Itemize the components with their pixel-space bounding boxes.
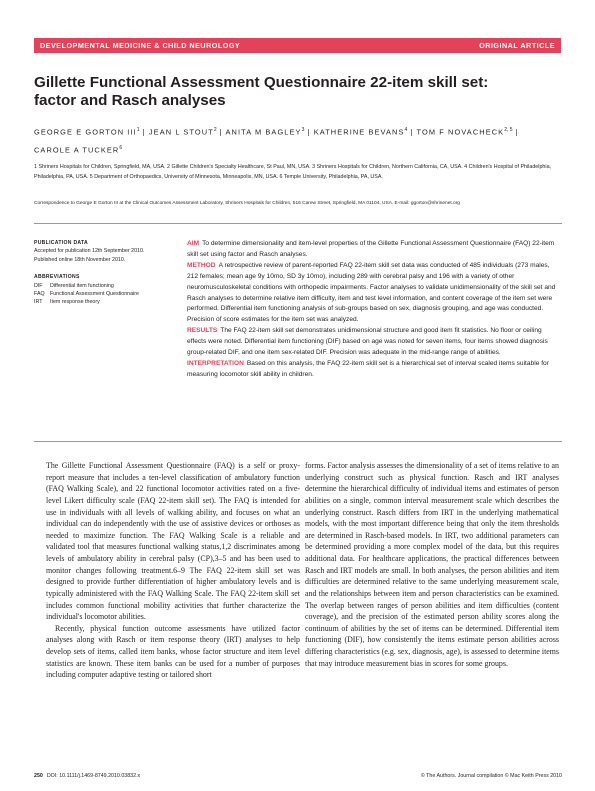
article-title (34, 74, 554, 109)
body-paragraph: The Gillette Functional Assessment Questionnaire (FAQ) is a self or proxy-report measure that includes a ten-level classification of ambulatory function (FAQ Walking Scale), and 22 functional locomotor activities rated on a five-level Likert difficulty scale (FAQ 22-item skill set). The FAQ is intended for use in individuals with all levels of walking ability, and focuses on what an individual can do independently with the use of assistive devices or orthoses as needed to maximize function. The FAQ Walking Scale is a reliable and validated tool that measures functional walking status,1,2 discriminates among levels of ambulatory ability in cerebral palsy (CP),3–5 and has been used to monitor changes following treatment.6–9 The FAQ 22-item skill set was designed to provide further differentiation of higher ambulatory levels and is typically administered with the FAQ Walking Scale. The FAQ 22-item skill set includes common functional mobility activities that further characterize the individual's locomotor abilities. (46, 461, 300, 622)
author-list: GEORGE E GORTON III$^1$ | JEAN L STOUT$^2$ | ANITA M BAGLEY$^3$ | KATHERINE BEVANS$^4$ | TOM F NOVACHECK$^{2, 5}$ | CAROLE A TUCKER$^6$ (34, 127, 519, 155)
body-column-left (46, 460, 300, 681)
author-affil-marker: 3 (301, 127, 305, 133)
abstract-method (187, 261, 562, 326)
page-number: 250 (34, 773, 43, 779)
abbreviations-heading: ABBREVIATIONS (34, 274, 80, 281)
method-label: METHOD (187, 261, 216, 269)
abbreviation-key: DIF (34, 282, 43, 289)
author-affil-marker: 4 (404, 127, 408, 133)
author-name: CAROLE A TUCKER (34, 145, 120, 155)
publication-data-heading: PUBLICATION DATA (34, 240, 89, 246)
sidebar (34, 239, 174, 316)
author-name: KATHERINE BEVANS (313, 127, 405, 137)
abbreviation-key: IRT (34, 299, 43, 306)
abbreviations (34, 273, 174, 307)
results-text: The FAQ 22-item skill set demonstrates unidimensional structure and good item fit statistics. No floor or ceiling effects were noted. Differential item functioning (DIF) based on age was noted for seven items, four items showed diagnosis group-related DIF, and one item sex-related DIF. Precision was adequate in the mid-range range of abilities. (187, 327, 548, 357)
title-line-2: factor and Rasch analyses (34, 91, 226, 109)
footer-left (34, 773, 140, 779)
journal-banner (34, 38, 561, 53)
copyright: © The Authors. Journal compilation © Mac Keith Press 2010 (420, 773, 562, 779)
abstract-aim (187, 239, 562, 261)
header-divider (34, 223, 562, 224)
aim-label: AIM (187, 240, 200, 247)
published-date: Published online 18th November 2010. (34, 256, 126, 263)
abbreviation-key: FAQ (34, 291, 45, 298)
affiliations: 1 Shriners Hospitals for Children, Springfield, MA, USA. 2 Gillette Children's Specialty Healthcare, St Paul, MN, USA. 3 Shriners Hospitals for Children, Northern California, CA, USA. 4 Children's Hospital of Philadelphia, Philadelphia, PA, USA. 5 Department of Orthopaedics, University of Minnesota, Minneapolis, MN, USA. 6 Temple University, Philadelphia, PA, USA. (34, 164, 552, 180)
aim-text: To determine dimensionality and item-level properties of the Gillette Functional Assessment Questionnaire (FAQ) 22-item skill set using factor and Rasch analyses. (187, 240, 555, 258)
interpretation-label: INTERPRETATION (187, 359, 244, 367)
abbreviation-row (34, 298, 174, 306)
author-name: ANITA M BAGLEY (225, 127, 302, 137)
author-name: TOM F NOVACHECK (416, 127, 505, 137)
body-paragraph: forms. Factor analysis assesses the dimensionality of a set of items relative to an underlying construct such as physical function. Rasch and IRT analyses determine the hierarchical difficulty of individual items and estimates of person abilities on a single, common interval measurement scale which describes the underlying construct. Rasch differs from IRT in the underlying mathematical models, with the most important difference being that only the item thresholds are determined in Rasch-based models. In IRT, two additional parameters can be determined providing a more complex model of the data, but this requires additional data. For healthcare applications, the practical differences between Rasch and IRT models are small. In both analyses, the person abilities and item difficulties are determined relative to the same underlying measurement scale, and the relationships between item and person characteristics can be examined. The overlap between ranges of person abilities and item difficulties (content coverage), and the precision of the estimated person ability scores along the continuum of abilities by the set of items can be determined. Differential item functioning (DIF), how consistently the items estimate person abilities across differing characteristics (e.g. sex, diagnosis, age), is assessed to determine items that may introduce measurement bias in scores for some groups. (305, 461, 559, 668)
abbreviation-value: Item response theory (50, 299, 100, 306)
author-affil-marker: 2 (213, 127, 217, 133)
author-affil-marker: 2, 5 (504, 127, 513, 133)
article-type: ORIGINAL ARTICLE (479, 41, 555, 50)
abstract (187, 239, 562, 381)
abstract-interpretation (187, 359, 562, 381)
title-line-1: Gillette Functional Assessment Questionnaire 22-item skill set: (34, 74, 489, 91)
abstract-results (187, 326, 562, 359)
abbreviation-value: Differential item functioning (50, 282, 114, 289)
author-affil-marker: 6 (119, 145, 123, 152)
journal-name: DEVELOPMENTAL MEDICINE & CHILD NEUROLOGY (40, 41, 241, 50)
results-label: RESULTS (187, 327, 218, 335)
page-footer (34, 773, 562, 779)
interpretation-text: Based on this analysis, the FAQ 22-item skill set is a hierarchical set of interval scaled items suitable for measuring locomotor skill ability in children. (187, 359, 549, 378)
doi: DOI: 10.1111/j.1469-8749.2010.03832.x (46, 773, 141, 779)
abbreviation-value: Functional Assessment Questionnaire (50, 291, 139, 298)
body-column-right (305, 460, 559, 669)
abstract-divider (34, 441, 562, 442)
abbreviation-row (34, 290, 174, 298)
abbreviation-row (34, 282, 174, 290)
author-name: GEORGE E GORTON III (34, 127, 137, 137)
body-paragraph: Recently, physical function outcome assessments have utilized factor analyses along with Rasch or item response theory (IRT) analyses to help develop sets of items, called item banks, whose factor structure and item level statistics are known. These item banks can be used for a number of purposes including computer adaptive testing or tailored short (46, 623, 300, 680)
correspondence: Correspondence to George E Gorton III at the Clinical Outcomes Assessment Laboratory, Shriners Hospitals for Children, 516 Carew Street, Springfield, MA 01104, USA. E-mail: ggorton@shrinenet.org (34, 201, 460, 206)
method-text: A retrospective review of parent-reported FAQ 22-item skill set data was conducted of 485 individuals (273 males, 212 females; mean age 9y 10mo, SD 3y 10mo), including 289 with cerebral palsy and 196 with a variety of other neuromusculoskeletal conditions with orthopedic impairments. Factor analyses to validate unidimensionality of the skill set and Rasch analyses to determine relative item difficulty, item and test level information, and content coverage of the item set were performed. Differential item functioning analysis of sub-groups based on sex, diagnosis grouping, and age was conducted. Precision of score estimates for the item set was analyzed. (187, 261, 556, 324)
author-affil-marker: 1 (136, 127, 140, 133)
author-name: JEAN L STOUT (148, 127, 214, 137)
accepted-date: Accepted for publication 12th September 2010. (34, 248, 145, 255)
publication-data (34, 239, 174, 264)
